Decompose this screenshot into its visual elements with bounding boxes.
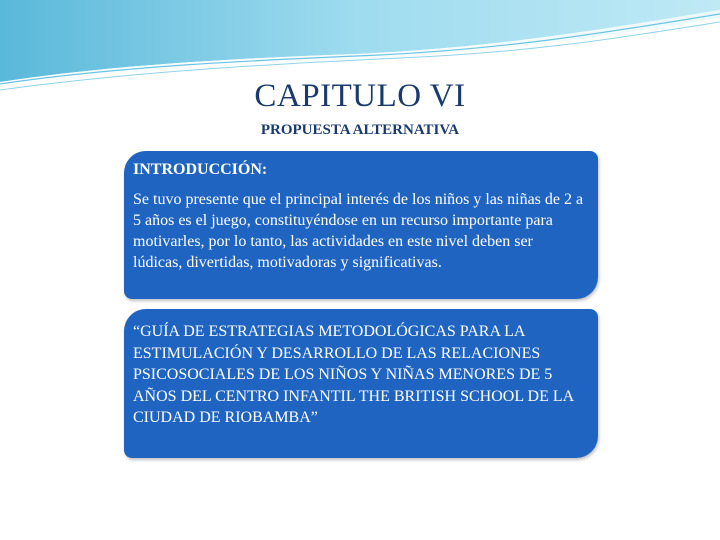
- introduction-heading: INTRODUCCIÓN:: [133, 161, 268, 178]
- introduction-text: Se tuvo presente que el principal interés de los niños y las niñas de 2 a 5 años es el juego, constituyéndose en un recurso importante para motivarles, por lo tanto, las actividades en este nivel deben ser lúdicas, divertidas, motivadoras y significativas.: [133, 191, 584, 271]
- proposal-box: [124, 309, 598, 458]
- introduction-box: [124, 151, 598, 299]
- page-subtitle: PROPUESTA ALTERNATIVA: [260, 122, 460, 138]
- page-title: CAPITULO VI: [254, 78, 466, 114]
- proposal-title-text: “GUÍA DE ESTRATEGIAS METODOLÓGICAS PARA LA ESTIMULACIÓN Y DESARROLLO DE LAS RELACIONES PSICOSOCIALES DE LOS NIÑOS Y NIÑAS MENORES DE 5 AÑOS DEL CENTRO INFANTIL THE BRITISH SCHOOL DE LA CIUDAD DE RIOBAMBA”: [133, 323, 574, 426]
